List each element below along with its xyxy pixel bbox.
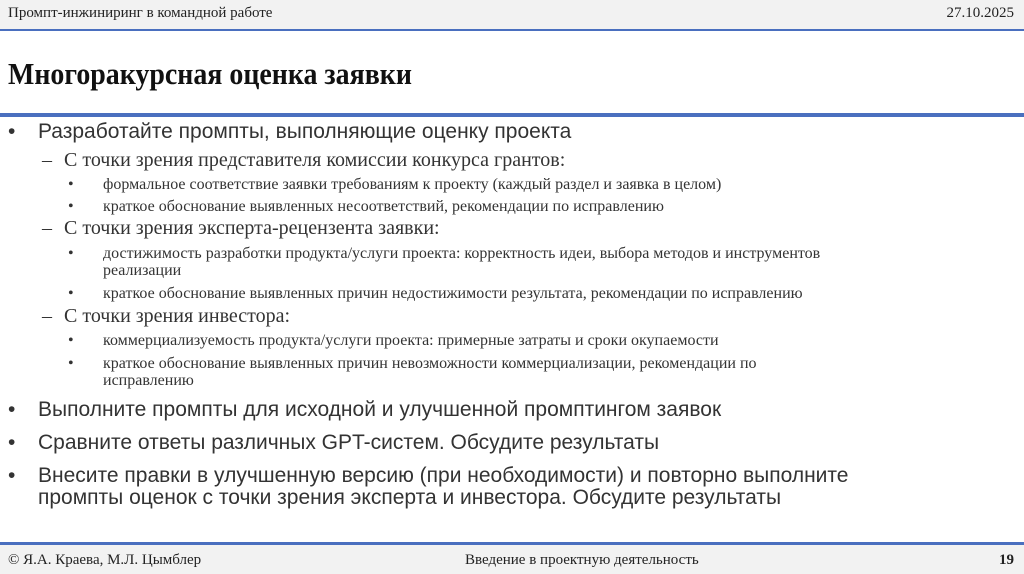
sub-2-a-line1: достижимость разработки продукта/услуги проекта: корректность идеи, выбора методов и инструментов [103,245,821,262]
sub-3: С точки зрения инвестора: [64,305,291,327]
bullet-4-line1: Внесите правки в улучшенную версию (при необходимости) и повторно выполните [38,464,849,487]
sub-3-b-line1: краткое обоснование выявленных причин невозможности коммерциализации, рекомендации по [103,355,757,372]
sub-3-b-line2: исправлению [103,372,194,389]
bullet-marker: • [8,398,16,421]
bullet-2: Выполните промпты для исходной и улучшенной промптингом заявок [38,398,722,421]
bullet-4-line2: промпты оценок с точки зрения эксперта и инвестора. Обсудите результаты [38,486,782,509]
sub-1: С точки зрения представителя комиссии конкурса грантов: [64,149,566,171]
sub-2-a-line2: реализации [103,262,182,279]
bullet-marker: • [8,431,16,454]
bullet-1: Разработайте промпты, выполняющие оценку проекта [38,120,572,143]
sub-3-a: коммерциализуемость продукта/услуги проекта: примерные затраты и сроки окупаемости [103,332,719,349]
sub-1-a: формальное соответствие заявки требованиям к проекту (каждый раздел и заявка в целом) [103,176,722,193]
header-course: Промпт-инжиниринг в командной работе [8,5,273,21]
bullet-marker: • [68,198,74,215]
footer-course: Введение в проектную деятельность [465,552,699,568]
page-number: 19 [999,552,1014,568]
footer-authors: © Я.А. Краева, М.Л. Цымблер [8,552,202,568]
bullet-marker: • [68,245,74,262]
sub-2-b: краткое обоснование выявленных причин недостижимости результата, рекомендации по исправлению [103,285,803,302]
bullet-marker: • [68,355,74,372]
dash-marker: – [42,305,52,327]
footer-bar [0,545,1024,574]
bullet-marker: • [8,464,16,487]
sub-2: С точки зрения эксперта-рецензента заявки: [64,217,440,239]
bullet-marker: • [68,285,74,302]
bullet-marker: • [68,176,74,193]
sub-1-b: краткое обоснование выявленных несоответствий, рекомендации по исправлению [103,198,664,215]
dash-marker: – [42,217,52,239]
bullet-marker: • [68,332,74,349]
title-divider [0,113,1024,117]
bullet-marker: • [8,120,16,143]
header-date: 27.10.2025 [946,5,1014,21]
slide-title: Многоракурсная оценка заявки [8,56,412,91]
header-bar [0,0,1024,31]
bullet-3: Сравните ответы различных GPT-систем. Обсудите результаты [38,431,660,454]
dash-marker: – [42,149,52,171]
